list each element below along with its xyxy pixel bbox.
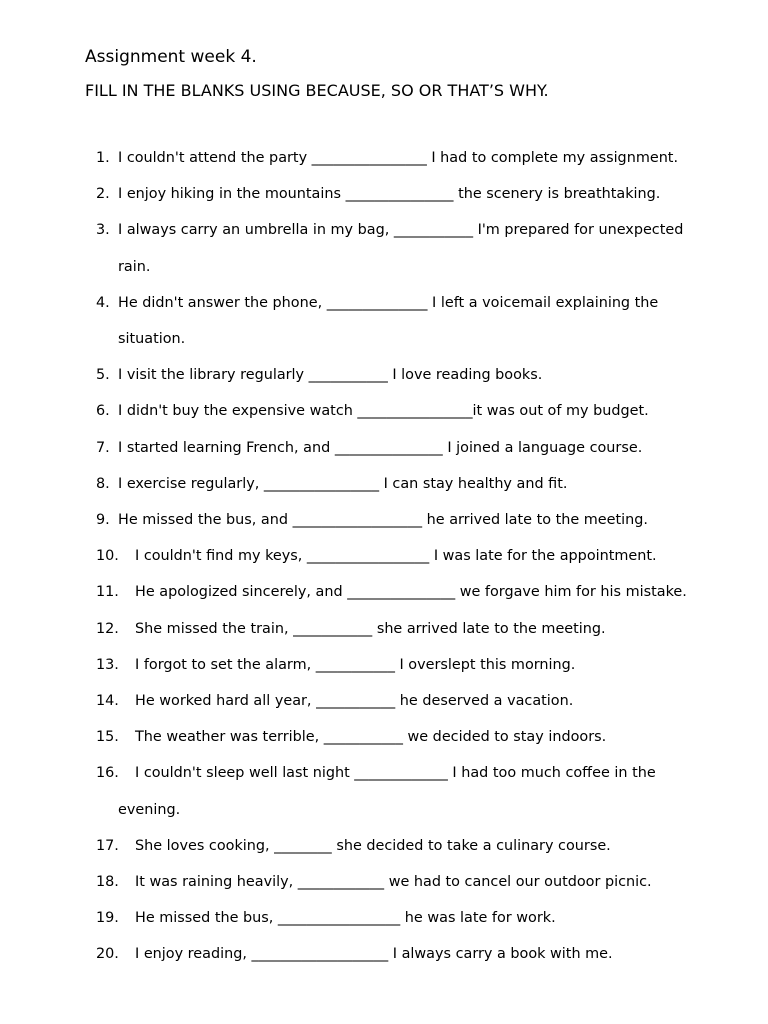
question-item xyxy=(96,357,736,393)
question-item xyxy=(96,683,736,719)
question-text: The weather was terrible, ___________ we decided to stay indoors. xyxy=(135,729,607,746)
question-text: I exercise regularly, ________________ I can stay healthy and fit. xyxy=(118,475,568,492)
question-number: 9. xyxy=(96,512,110,529)
question-text: I forgot to set the alarm, ___________ I overslept this morning. xyxy=(135,656,576,673)
question-item xyxy=(96,647,736,683)
question-text: I always carry an umbrella in my bag, ___________ I'm prepared for unexpected xyxy=(118,222,684,239)
question-item xyxy=(96,430,736,466)
question-text: She missed the train, ___________ she arrived late to the meeting. xyxy=(135,620,606,637)
question-number: 10. xyxy=(96,548,119,565)
assignment-title: Assignment week 4. xyxy=(85,47,257,67)
question-number: 4. xyxy=(96,294,110,311)
question-number: 18. xyxy=(96,874,119,891)
question-item xyxy=(96,538,736,574)
question-text: I couldn't attend the party ________________ I had to complete my assignment. xyxy=(118,150,679,166)
question-item xyxy=(96,285,736,357)
question-number: 20. xyxy=(96,946,119,963)
question-text: I didn't buy the expensive watch ________________it was out of my budget. xyxy=(118,403,649,420)
question-number: 16. xyxy=(96,765,119,782)
question-item xyxy=(96,176,736,212)
question-item xyxy=(96,466,736,502)
question-item xyxy=(96,574,736,610)
question-number: 3. xyxy=(96,222,110,239)
question-number: 17. xyxy=(96,837,119,854)
question-text-continuation: situation. xyxy=(118,331,186,348)
question-item xyxy=(96,719,736,755)
question-number: 5. xyxy=(96,367,110,384)
question-list xyxy=(96,140,736,973)
question-text-continuation: evening. xyxy=(118,801,181,818)
question-item xyxy=(96,502,736,538)
question-text: He worked hard all year, ___________ he deserved a vacation. xyxy=(135,693,574,710)
question-text: I visit the library regularly ___________ I love reading books. xyxy=(118,367,543,384)
question-item xyxy=(96,755,736,827)
question-number: 2. xyxy=(96,186,110,203)
question-text: I enjoy reading, ___________________ I always carry a book with me. xyxy=(135,946,613,963)
question-text: He missed the bus, and __________________ he arrived late to the meeting. xyxy=(118,512,648,529)
question-text: He didn't answer the phone, ______________ I left a voicemail explaining the xyxy=(118,294,659,311)
question-text: I enjoy hiking in the mountains _______________ the scenery is breathtaking. xyxy=(118,186,661,203)
question-number: 11. xyxy=(96,584,119,601)
question-item xyxy=(96,936,736,972)
question-number: 14. xyxy=(96,693,119,710)
instructions-heading: FILL IN THE BLANKS USING BECAUSE, SO OR THAT’S WHY. xyxy=(85,81,549,100)
question-text: I couldn't sleep well last night _____________ I had too much coffee in the xyxy=(135,765,656,782)
question-text: She loves cooking, ________ she decided to take a culinary course. xyxy=(135,837,611,854)
question-number: 13. xyxy=(96,656,119,673)
question-number: 8. xyxy=(96,475,110,492)
question-text: I started learning French, and _______________ I joined a language course. xyxy=(118,439,643,456)
question-text-continuation: rain. xyxy=(118,258,151,275)
question-item xyxy=(96,864,736,900)
question-item xyxy=(96,828,736,864)
question-number: 1. xyxy=(96,150,110,166)
question-text: I couldn't find my keys, _________________ I was late for the appointment. xyxy=(135,548,657,565)
question-item xyxy=(96,393,736,429)
question-number: 19. xyxy=(96,910,119,927)
question-text: He apologized sincerely, and _______________ we forgave him for his mistake. xyxy=(135,584,687,601)
question-item xyxy=(96,900,736,936)
question-number: 15. xyxy=(96,729,119,746)
question-number: 7. xyxy=(96,439,110,456)
question-item xyxy=(96,212,736,284)
question-text: It was raining heavily, ____________ we had to cancel our outdoor picnic. xyxy=(135,874,652,891)
question-number: 12. xyxy=(96,620,119,637)
question-item xyxy=(96,611,736,647)
question-text: He missed the bus, _________________ he was late for work. xyxy=(135,910,556,927)
question-number: 6. xyxy=(96,403,110,420)
question-item xyxy=(96,140,736,176)
